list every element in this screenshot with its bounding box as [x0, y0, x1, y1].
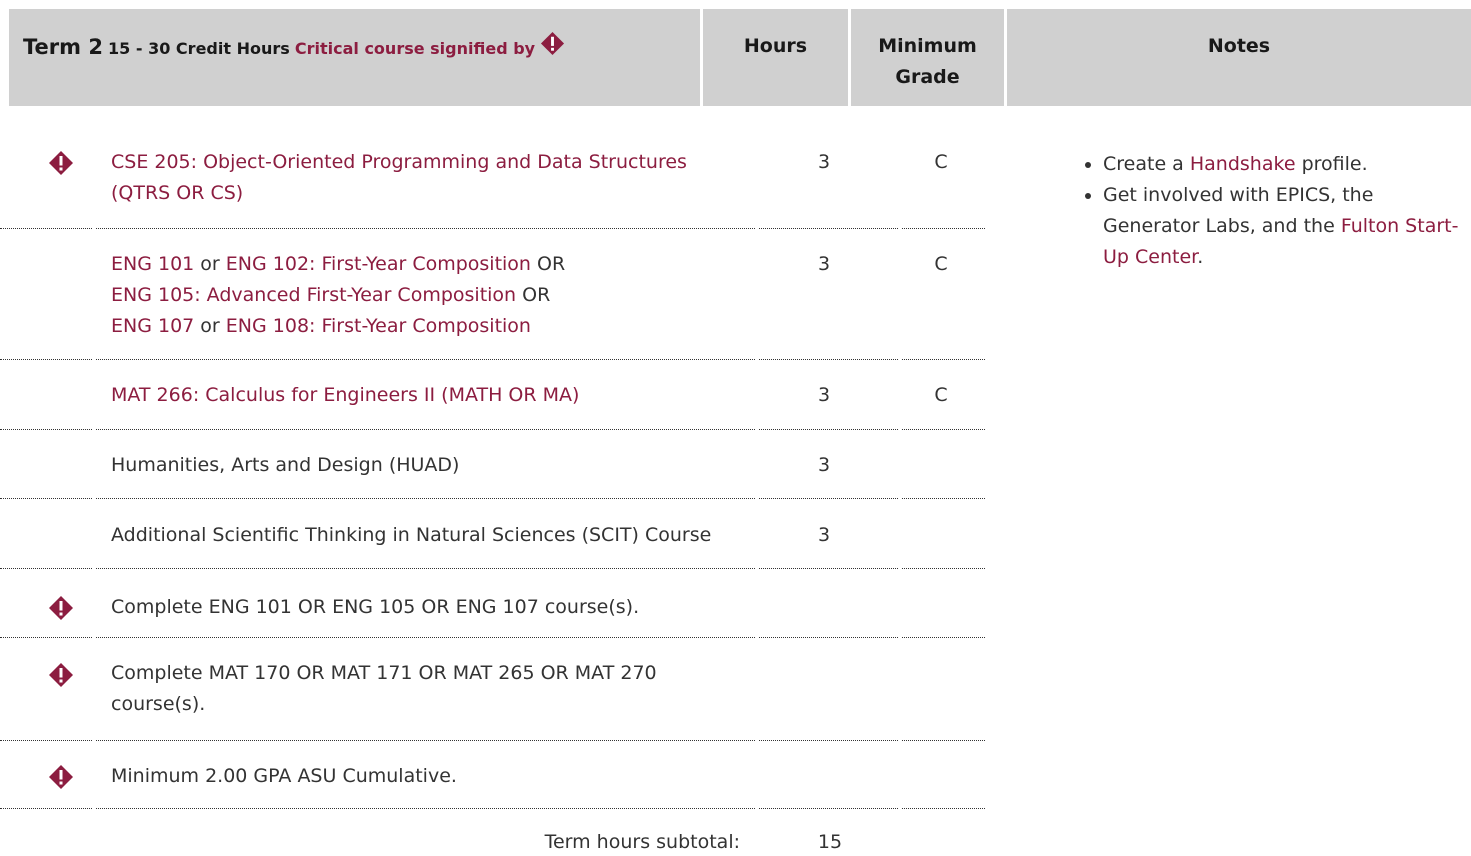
- row-divider: [96, 808, 755, 809]
- row-divider: [759, 498, 898, 499]
- course-scit: Additional Scientific Thinking in Natural Sciences (SCIT) Course: [111, 524, 712, 546]
- course-eng: ENG 101 or ENG 102: First-Year Composition OR ENG 105: Advanced First-Year Composition OR ENG 107 or ENG 108: First-Year Composition: [111, 253, 566, 337]
- row-divider: [902, 740, 985, 741]
- grade-value: C: [934, 384, 948, 406]
- requirement-mat: Complete MAT 170 OR MAT 171 OR MAT 265 OR MAT 270 course(s).: [111, 662, 657, 715]
- term-credit-range: 15 - 30 Credit Hours: [108, 39, 290, 58]
- hours-value: 3: [817, 524, 831, 546]
- course-link-eng101[interactable]: ENG 101: [111, 253, 195, 275]
- row-divider: [0, 429, 92, 430]
- row-divider: [902, 498, 985, 499]
- fulton-startup-link[interactable]: Fulton Start-Up Center: [1103, 215, 1459, 268]
- row-divider: [759, 228, 898, 229]
- hours-value: 3: [817, 384, 831, 406]
- row-divider: [0, 637, 92, 638]
- course-link-mat266[interactable]: MAT 266: Calculus for Engineers II (MATH OR MA): [111, 384, 580, 406]
- row-divider: [0, 228, 92, 229]
- term-hours-subtotal-value: 15: [817, 831, 843, 853]
- note-item: • Create a Handshake profile.: [1103, 149, 1463, 180]
- critical-diamond-icon: [48, 662, 74, 688]
- course-cse205[interactable]: [111, 147, 731, 209]
- row-divider: [0, 740, 92, 741]
- row-divider: [759, 359, 898, 360]
- min-grade-header-line2: Grade: [895, 66, 960, 88]
- min-grade-header-line1: Minimum: [878, 35, 977, 57]
- row-divider: [0, 808, 92, 809]
- hours-value: 3: [817, 151, 831, 173]
- grade-value: C: [934, 253, 948, 275]
- row-divider: [96, 568, 755, 569]
- row-divider: [759, 429, 898, 430]
- grade-value: C: [934, 151, 948, 173]
- row-divider: [759, 568, 898, 569]
- term-title: Term 2: [23, 35, 103, 59]
- critical-legend-text: Critical course signified by: [294, 39, 536, 58]
- hours-header-cell: [703, 9, 848, 106]
- note-item: • Get involved with EPICS, the Generator Labs, and the Fulton Start-Up Center.: [1103, 180, 1463, 273]
- row-divider: [902, 228, 985, 229]
- row-divider: [96, 637, 755, 638]
- critical-diamond-icon: [48, 150, 74, 176]
- critical-diamond-icon: [48, 595, 74, 621]
- row-divider: [902, 359, 985, 360]
- row-divider: [0, 498, 92, 499]
- row-divider: [0, 359, 92, 360]
- row-divider: [96, 228, 755, 229]
- course-huad: Humanities, Arts and Design (HUAD): [111, 454, 460, 476]
- notes-header-cell: [1007, 9, 1471, 106]
- notes-header: Notes: [1207, 35, 1271, 57]
- row-divider: [902, 568, 985, 569]
- term-header-cell: [9, 9, 700, 106]
- hours-header: Hours: [743, 35, 808, 57]
- course-link-eng105[interactable]: ENG 105: Advanced First-Year Composition: [111, 284, 517, 306]
- course-link-cse205[interactable]: CSE 205: Object-Oriented Programming and Data Structures (QTRS OR CS): [111, 151, 687, 204]
- course-link-eng108[interactable]: ENG 108: First-Year Composition: [225, 315, 531, 337]
- row-divider: [902, 429, 985, 430]
- hours-value: 3: [817, 253, 831, 275]
- hours-value: 3: [817, 454, 831, 476]
- handshake-link[interactable]: Handshake: [1189, 153, 1296, 175]
- term-hours-subtotal-label: Term hours subtotal:: [544, 831, 740, 853]
- course-mat266[interactable]: [111, 380, 731, 411]
- row-divider: [759, 637, 898, 638]
- critical-diamond-icon: [48, 764, 74, 790]
- course-link-eng102[interactable]: ENG 102: First-Year Composition: [225, 253, 531, 275]
- row-divider: [96, 498, 755, 499]
- row-divider: [0, 568, 92, 569]
- requirement-eng: Complete ENG 101 OR ENG 105 OR ENG 107 course(s).: [111, 596, 640, 618]
- row-divider: [902, 637, 985, 638]
- row-divider: [902, 808, 985, 809]
- min-grade-header-cell: [851, 9, 1004, 106]
- row-divider: [96, 740, 755, 741]
- notes-list: [1074, 149, 1463, 273]
- row-divider: [96, 429, 755, 430]
- row-divider: [96, 359, 755, 360]
- requirement-gpa: Minimum 2.00 GPA ASU Cumulative.: [111, 765, 457, 787]
- critical-diamond-icon: [540, 31, 565, 56]
- row-divider: [759, 740, 898, 741]
- course-link-eng107[interactable]: ENG 107: [111, 315, 195, 337]
- row-divider: [759, 808, 898, 809]
